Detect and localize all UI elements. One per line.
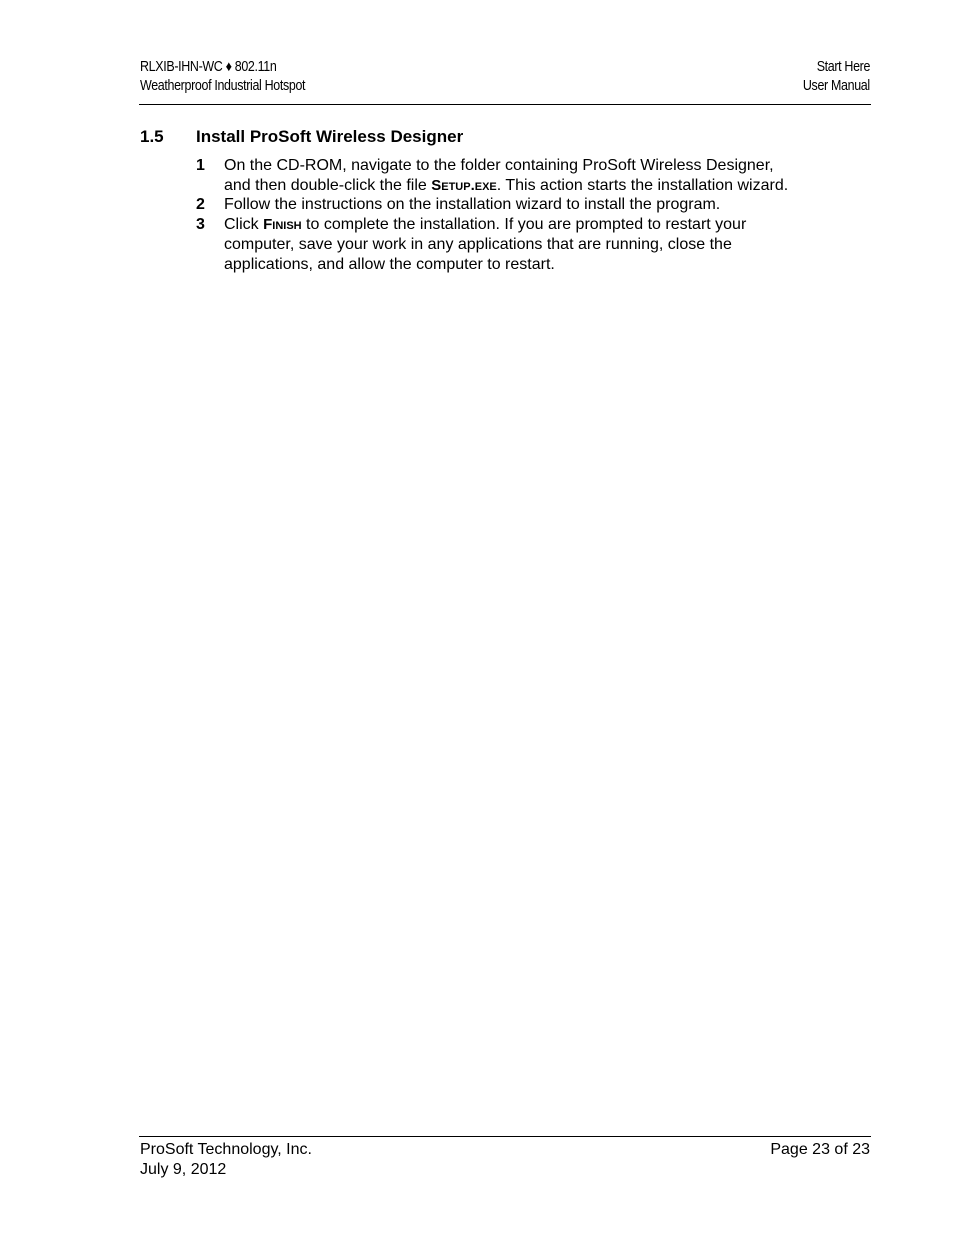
step-text-before: Click <box>224 216 264 234</box>
section-install-designer <box>140 126 840 274</box>
step-text <box>224 156 804 195</box>
header-document-type: User Manual <box>803 78 870 94</box>
section-heading <box>140 126 840 148</box>
header-chapter-title: Start Here <box>816 59 870 75</box>
header-right <box>792 58 870 96</box>
step-number: 1 <box>196 157 205 174</box>
page-footer <box>139 1136 871 1178</box>
header-product-description: Weatherproof Industrial Hotspot <box>140 78 306 94</box>
footer-right <box>770 1140 870 1160</box>
list-item-step-2 <box>140 195 840 215</box>
step-number: 2 <box>196 196 205 214</box>
step-text <box>224 215 804 274</box>
step-text-before: On the CD-ROM, navigate to the folder containing ProSoft Wireless Designer, and then double-click the file <box>224 157 774 194</box>
header-product-name: RLXIB-IHN-WC ♦ 802.11n <box>140 59 277 75</box>
finish-button-reference: Finish <box>263 216 302 234</box>
footer-left <box>140 1140 312 1180</box>
step-text-after: . This action starts the installation wizard. <box>496 176 789 194</box>
header-left <box>140 58 332 96</box>
footer-company: ProSoft Technology, Inc. <box>140 1141 312 1158</box>
setup-exe-filename: Setup.exe <box>431 176 497 194</box>
section-number: 1.5 <box>140 127 164 146</box>
step-number: 3 <box>196 216 205 234</box>
section-title: Install ProSoft Wireless Designer <box>196 127 464 146</box>
step-text: Follow the instructions on the installation wizard to install the program. <box>224 196 721 214</box>
list-item-step-1 <box>140 156 840 195</box>
footer-date: July 9, 2012 <box>140 1161 227 1178</box>
step-text-after: to complete the installation. If you are prompted to restart your computer, save your work in any applications that are running, close the applications, and allow the computer to restart. <box>224 216 747 273</box>
page-header <box>139 57 871 105</box>
list-item-step-3 <box>140 215 840 274</box>
steps-list <box>140 156 840 274</box>
footer-page-number: Page 23 of 23 <box>770 1141 870 1158</box>
